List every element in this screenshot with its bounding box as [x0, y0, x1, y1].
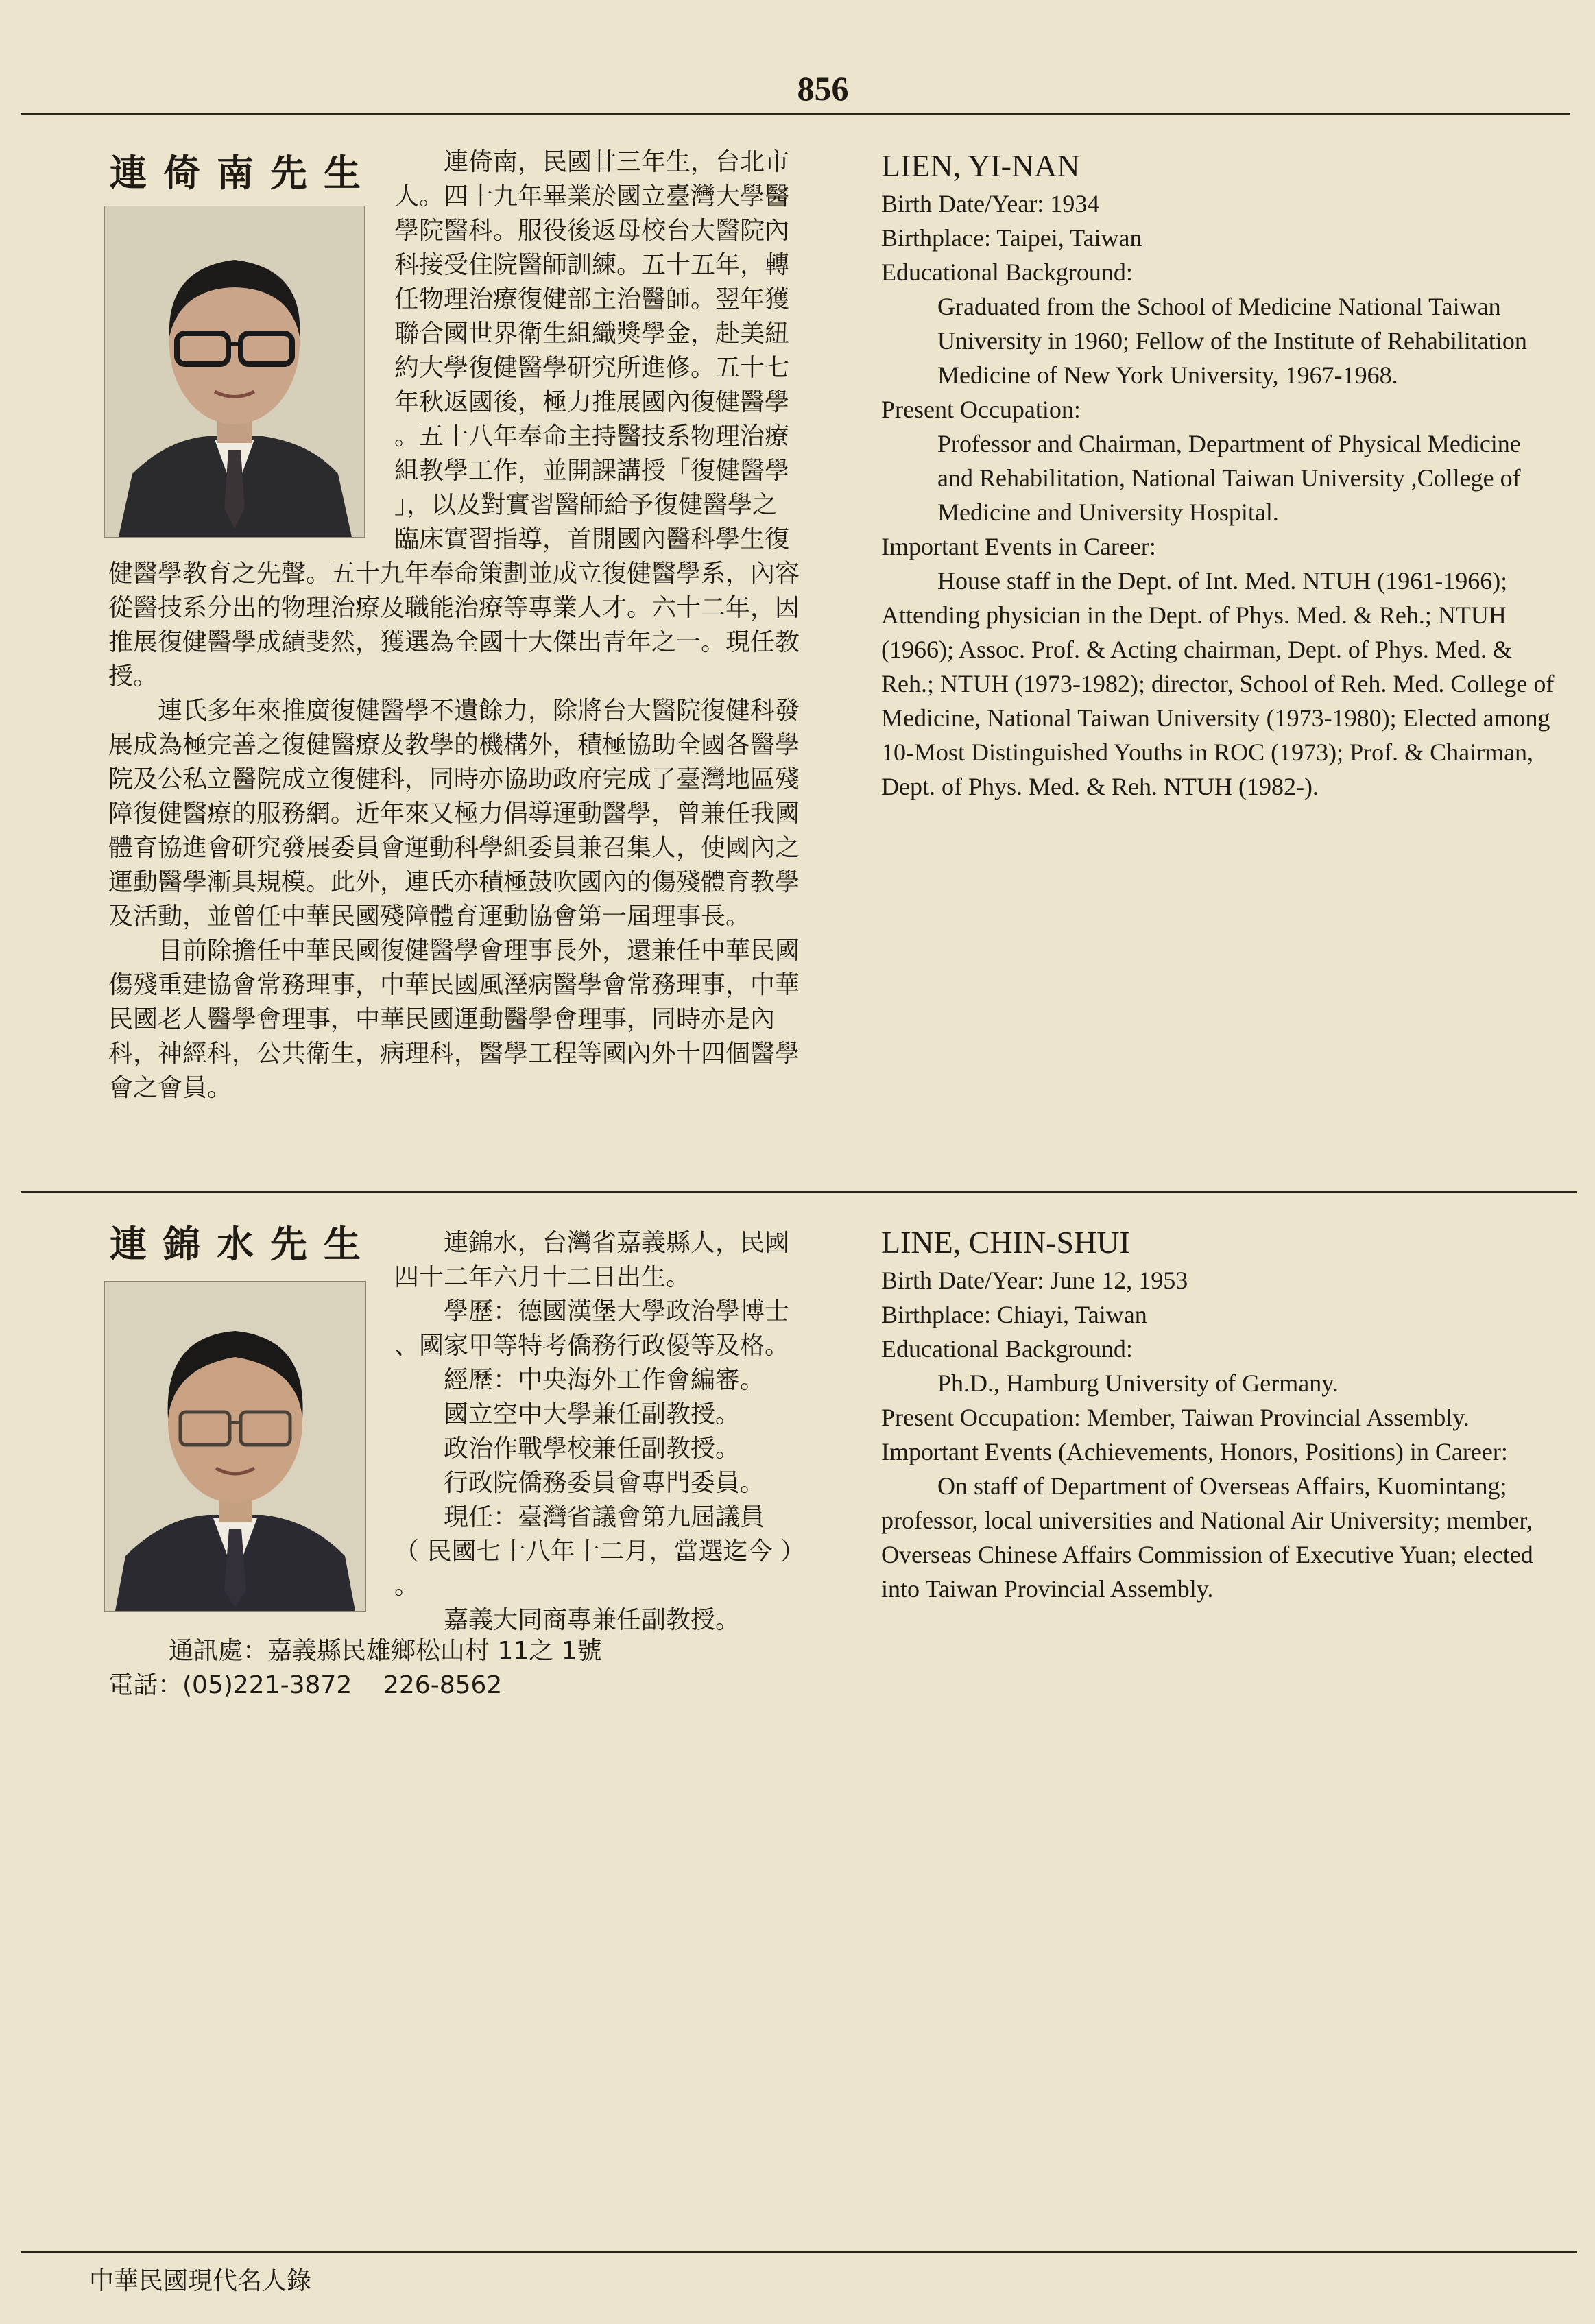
occupation-row: [881, 1400, 1560, 1435]
cn-line: 連錦水，台灣省嘉義縣人，民國: [444, 1229, 790, 1257]
entry1-en-column: [881, 145, 1560, 804]
phone-line: 電話：(05)221-3872 226-8562: [108, 1671, 503, 1699]
cn-line: 行政院僑務委員會專門委員。: [444, 1469, 765, 1497]
occupation-value: Member, Taiwan Provincial Assembly.: [1086, 1404, 1470, 1431]
cn-paragraph: 目前除擔任中華民國復健醫學會理事長外，還兼任中華民國傷殘重建協會常務理事，中華民國風溼病醫學會常務理事，中華民國老人醫學會理事，中華民國運動醫學會理事，同時亦是內科，神經科，公共衛生，病理科，醫學工程等國內外十四個醫學會之會員。: [108, 937, 800, 1102]
entry2-name-cn: 連錦水先生: [110, 1223, 377, 1266]
cn-paragraph: 健醫學教育之先聲。五十九年奉命策劃並成立復健醫學系，內容從醫技系分出的物理治療及職能治療等專業人才。六十二年，因推展復健醫學成績斐然，獲選為全國十大傑出青年之一。現任教授。: [108, 560, 800, 691]
occupation-value: Professor and Chairman, Department of Physical Medicine and Rehabilitation, National Taiwan University ,College of Medicine and University Hospital.: [937, 430, 1521, 526]
address-line: 通訊處：嘉義縣民雄鄉松山村 11之 1號: [169, 1637, 602, 1665]
entry2-cn-details: [394, 1226, 833, 1638]
birth-date-value: 1934: [1050, 190, 1100, 217]
cn-line: 。: [394, 1572, 420, 1600]
cn-line: 人。四十九年畢業於國立臺灣大學醫: [394, 182, 790, 211]
cn-line: 年秋返國後，極力推展國內復健醫學: [394, 388, 790, 416]
cn-line: 國立空中大學兼任副教授。: [444, 1400, 741, 1428]
bottom-rule: [21, 2251, 1577, 2253]
entry-divider-rule: [21, 1191, 1577, 1193]
birth-date-row: [881, 187, 1560, 221]
portrait-illustration: [105, 1282, 365, 1611]
events-value: House staff in the Dept. of Int. Med. NTUH (1961-1966); Attending physician in the Dept. of Phys. Med. & Reh.; NTUH (1966); Assoc. Prof. & Acting chairman, Dept. of Phys. Med. & Reh.; NTUH (1973-1982); director, School of Reh. Med. College of Medicine, National Taiwan University (1973-1980); Elected among 10-Most Distinguished Youths in ROC (1973); Prof. & Chairman, Dept. of Phys. Med. & Reh. NTUH (1982-).: [881, 567, 1555, 800]
entry1-cn-intro: [394, 145, 819, 557]
cn-line: 」，以及對實習醫師給予復健醫學之: [394, 491, 778, 519]
birthplace-label: Birthplace:: [881, 1301, 991, 1328]
cn-line: （ 民國七十八年十二月，當選迄今 ）: [394, 1537, 805, 1566]
entry2-portrait-photo: [104, 1281, 366, 1612]
cn-line: 現任：臺灣省議會第九屆議員: [444, 1503, 765, 1531]
cn-line: 聯合國世界衛生組織獎學金，赴美紐: [394, 320, 790, 348]
education-value: Ph.D., Hamburg University of Germany.: [937, 1369, 1339, 1397]
entry1-en-name: LIEN, YI-NAN: [881, 148, 1080, 183]
events-label: Important Events (Achievements, Honors, Positions) in Career:: [881, 1438, 1508, 1465]
events-label: Important Events in Career:: [881, 533, 1156, 560]
education-label: Educational Background:: [881, 1335, 1133, 1363]
cn-line: 學院醫科。服役後返母校台大醫院內: [394, 217, 790, 245]
cn-line: 臨床實習指導，首開國內醫科學生復: [394, 525, 790, 553]
education-label: Educational Background:: [881, 259, 1133, 286]
birthplace-value: Chiayi, Taiwan: [996, 1301, 1147, 1328]
cn-line: 連倚南，民國廿三年生，台北市: [444, 148, 790, 176]
cn-paragraph: 連氏多年來推廣復健醫學不遺餘力，除將台大醫院復健科發展成為極完善之復健醫療及教學的機構外，積極協助全國各醫學院及公私立醫院成立復健科，同時亦協助政府完成了臺灣地區殘障復健醫療的服務網。近年來又極力倡導運動醫學，曾兼任我國體育協進會研究發展委員會運動科學組委員兼召集人，使國內之運動醫學漸具規模。此外，連氏亦積極鼓吹國內的傷殘體育教學及活動，並曾任中華民國殘障體育運動協會第一屆理事長。: [108, 697, 800, 931]
education-value: Graduated from the School of Medicine National Taiwan University in 1960; Fellow of the Institute of Rehabilitation Medicine of New York University, 1967-1968.: [937, 293, 1527, 389]
top-rule: [21, 113, 1570, 115]
birth-date-value: June 12, 1953: [1050, 1267, 1188, 1294]
cn-line: 經歷：中央海外工作會編審。: [444, 1366, 765, 1394]
entry1-cn-body: [108, 557, 822, 1105]
page-number: 856: [797, 69, 849, 108]
entry1-name-cn: 連倚南先生: [110, 152, 377, 195]
events-value: On staff of Department of Overseas Affairs, Kuomintang; professor, local universities and National Air University; member, Overseas Chinese Affairs Commission of Executive Yuan; elected into Taiwan Provincial Assembly.: [881, 1472, 1533, 1603]
portrait-illustration: [105, 206, 364, 537]
birthplace-value: Taipei, Taiwan: [996, 224, 1142, 252]
cn-line: 政治作戰學校兼任副教授。: [444, 1435, 741, 1463]
cn-line: 、國家甲等特考僑務行政優等及格。: [394, 1332, 790, 1360]
entry1-portrait-photo: [104, 206, 365, 538]
footer-book-title: 中華民國現代名人錄: [89, 2267, 312, 2295]
birth-date-row: [881, 1263, 1560, 1297]
birthplace-row: [881, 221, 1560, 255]
entry2-en-name: LINE, CHIN-SHUI: [881, 1225, 1130, 1260]
birth-date-label: Birth Date/Year:: [881, 1267, 1044, 1294]
cn-line: 科接受住院醫師訓練。五十五年，轉: [394, 251, 790, 279]
cn-line: 約大學復健醫學研究所進修。五十七: [394, 354, 790, 382]
cn-line: 任物理治療復健部主治醫師。翌年獲: [394, 285, 790, 313]
cn-line: 。五十八年奉命主持醫技系物理治療: [394, 422, 790, 451]
birthplace-label: Birthplace:: [881, 224, 991, 252]
cn-line: 組教學工作，並開課講授「復健醫學: [394, 457, 790, 485]
cn-line: 嘉義大同商專兼任副教授。: [444, 1606, 741, 1634]
entry2-en-column: [881, 1222, 1560, 1606]
birth-date-label: Birth Date/Year:: [881, 190, 1044, 217]
cn-line: 四十二年六月十二日出生。: [394, 1263, 691, 1291]
cn-line: 學歷：德國漢堡大學政治學博士: [444, 1297, 790, 1326]
entry2-contact: [108, 1634, 822, 1703]
birthplace-row: [881, 1297, 1560, 1332]
occupation-label: Present Occupation:: [881, 396, 1081, 423]
occupation-label: Present Occupation:: [881, 1404, 1081, 1431]
